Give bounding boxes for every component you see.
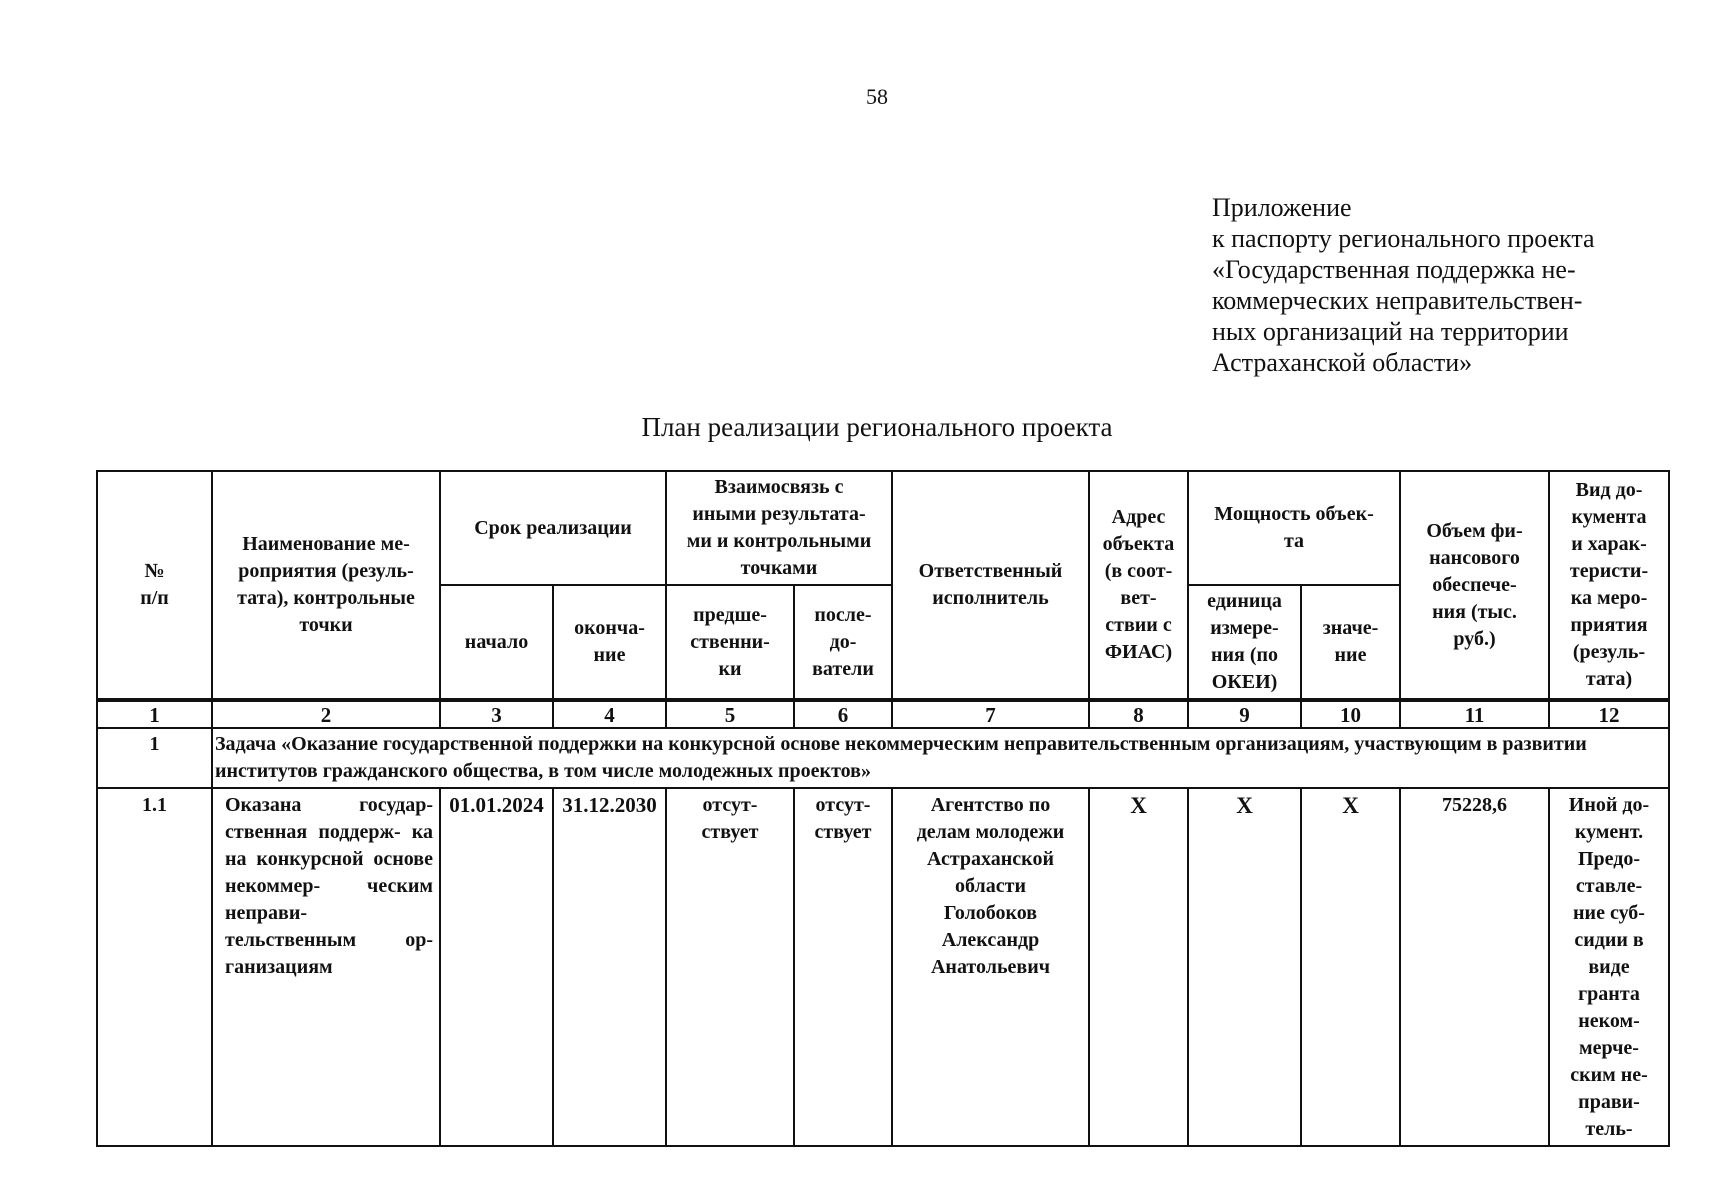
header-relation-prev: предше- ственни- ки xyxy=(666,585,794,700)
task-text: Задача «Оказание государственной поддержки на конкурсной основе некоммерческим неправительственным организациям, участвующим в развитии институтов гражданского общества, в том числе молодежных проектов» xyxy=(212,728,1669,788)
row-capacity-value: X xyxy=(1301,788,1400,1146)
header-term-end: оконча- ние xyxy=(553,585,666,700)
task-row xyxy=(97,728,1669,788)
column-number: 7 xyxy=(892,700,1089,728)
column-number: 11 xyxy=(1400,700,1549,728)
row-successors: отсут- ствует xyxy=(794,788,892,1146)
row-doc-type: Иной до- кумент. Предо- ставле- ние суб- сидии в виде гранта неком- мерче- ским не- прави- тель- xyxy=(1549,788,1669,1146)
plan-title: План реализации регионального проекта xyxy=(641,412,1113,442)
row-capacity-unit: X xyxy=(1188,788,1301,1146)
header-executor: Ответственный исполнитель xyxy=(892,471,1089,700)
header-term-start: начало xyxy=(440,585,553,700)
row-start-date: 01.01.2024 xyxy=(440,788,553,1146)
task-number: 1 xyxy=(97,728,212,788)
header-num: № п/п xyxy=(97,471,212,700)
row-predecessors: отсут- ствует xyxy=(666,788,794,1146)
header-relation: Взаимосвязь с иными результата- ми и контрольными точками xyxy=(666,471,892,585)
column-number: 4 xyxy=(553,700,666,728)
header-row-top xyxy=(97,471,1669,585)
column-number: 5 xyxy=(666,700,794,728)
header-finance: Объем фи- нансового обеспече- ния (тыс. руб.) xyxy=(1400,471,1549,700)
column-number: 12 xyxy=(1549,700,1669,728)
row-finance: 75228,6 xyxy=(1400,788,1549,1146)
header-term: Срок реализации xyxy=(440,471,666,585)
column-number-row xyxy=(97,700,1669,728)
appendix-note: Приложение к паспорту регионального проекта «Государственная поддержка не- коммерческих неправительствен- ных организаций на территории Астраханской области» xyxy=(1212,193,1595,377)
column-number: 6 xyxy=(794,700,892,728)
page-number: 58 xyxy=(866,84,888,109)
column-number: 8 xyxy=(1089,700,1188,728)
column-number: 2 xyxy=(212,700,440,728)
row-address: X xyxy=(1089,788,1188,1146)
header-capacity: Мощность объек- та xyxy=(1188,471,1400,585)
row-end-date: 31.12.2030 xyxy=(553,788,666,1146)
header-capacity-value: значе- ние xyxy=(1301,585,1400,700)
plan-table xyxy=(96,470,1670,1147)
header-relation-next: после- до- ватели xyxy=(794,585,892,700)
header-name: Наименование ме- роприятия (резуль- тата), контрольные точки xyxy=(212,471,440,700)
header-capacity-unit: единица измере- ния (по ОКЕИ) xyxy=(1188,585,1301,700)
row-number: 1.1 xyxy=(97,788,212,1146)
header-doc-type: Вид до- кумента и харак- теристи- ка меро- приятия (резуль- тата) xyxy=(1549,471,1669,700)
row-executor: Агентство по делам молодежи Астраханской области Голобоков Александр Анатольевич xyxy=(892,788,1089,1146)
table-row xyxy=(97,788,1669,1146)
column-number: 1 xyxy=(97,700,212,728)
column-number: 9 xyxy=(1188,700,1301,728)
column-number: 10 xyxy=(1301,700,1400,728)
header-address: Адрес объекта (в соот- вет- ствии с ФИАС) xyxy=(1089,471,1188,700)
row-name: Оказана государ- ственная поддерж- ка на конкурсной основе некоммер- ческим неправи- тельственным ор- ганизациям xyxy=(212,788,440,1146)
column-number: 3 xyxy=(440,700,553,728)
